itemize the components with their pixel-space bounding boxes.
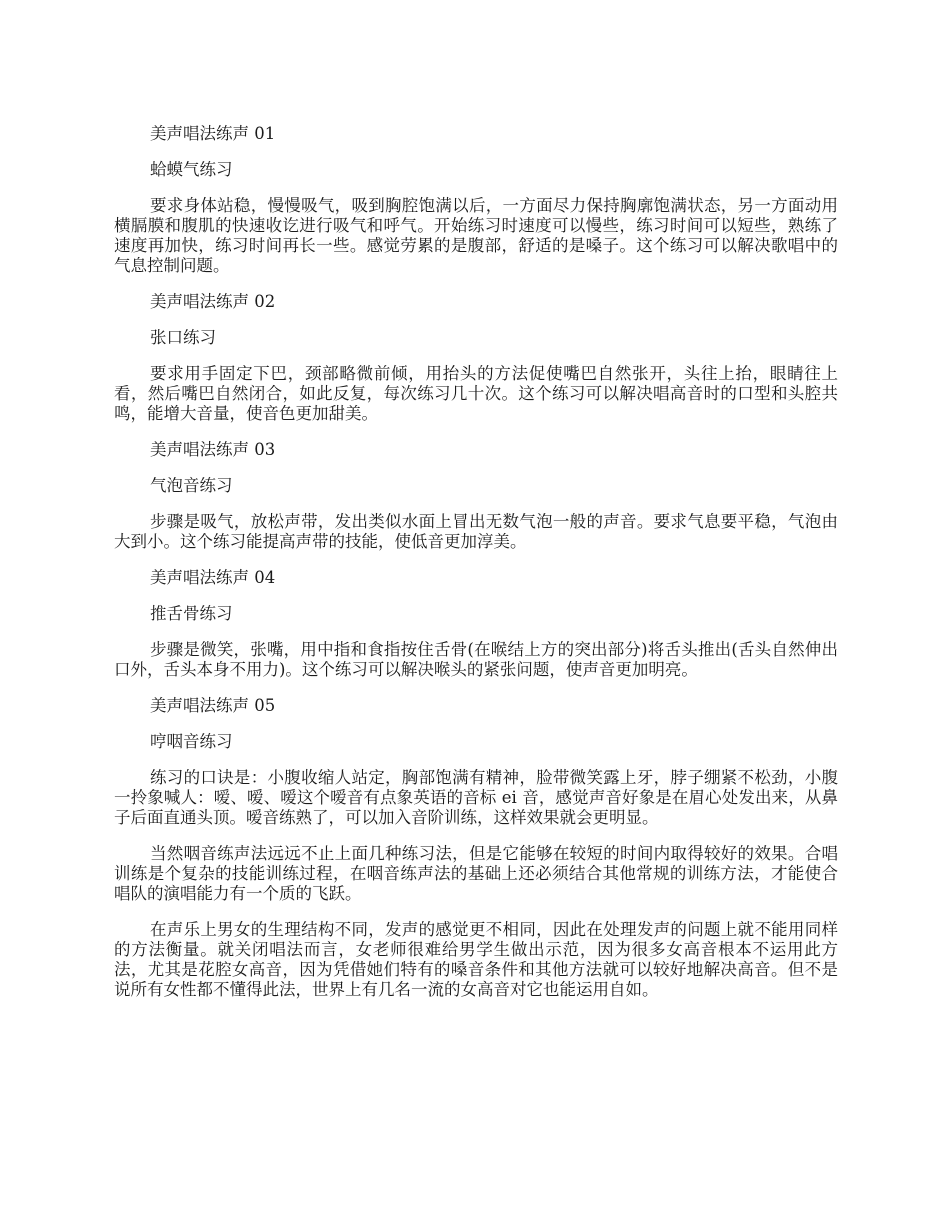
section-title: 气泡音练习: [150, 476, 233, 495]
section-paragraph: 要求用手固定下巴，颈部略微前倾，用抬头的方法促使嘴巴自然张开，头往上抬，眼睛往上看，然后嘴巴自然闭合，如此反复，每次练习几十次。这个练习可以解决唱高音时的口型和头腔共鸣，能增大音量，使音色更加甜美。: [114, 364, 838, 423]
closing-paragraph: 当然咽音练声法远远不止上面几种练习法，但是它能够在较短的时间内取得较好的效果。合唱训练是个复杂的技能训练过程，在咽音练声法的基础上还必须结合其他常规的训练方法，才能使合唱队的演唱能力有一个质的飞跃。: [114, 844, 838, 903]
section-heading: 美声唱法练声 02: [150, 292, 276, 311]
section-title: 蛤蟆气练习: [150, 160, 233, 179]
section-paragraph: 步骤是吸气，放松声带，发出类似水面上冒出无数气泡一般的声音。要求气息要平稳，气泡由大到小。这个练习能提高声带的技能，使低音更加淳美。: [114, 512, 838, 551]
closing-paragraph: 在声乐上男女的生理结构不同，发声的感觉更不相同，因此在处理发声的问题上就不能用同样的方法衡量。就关闭唱法而言，女老师很难给男学生做出示范，因为很多女高音根本不运用此方法，尤其是花腔女高音，因为凭借她们特有的嗓音条件和其他方法就可以较好地解决高音。但不是说所有女性都不懂得此法，世界上有几名一流的女高音对它也能运用自如。: [114, 920, 838, 999]
section-title: 推舌骨练习: [150, 604, 233, 623]
section-paragraph: 步骤是微笑，张嘴，用中指和食指按住舌骨(在喉结上方的突出部分)将舌头推出(舌头自然伸出口外，舌头本身不用力)。这个练习可以解决喉头的紧张问题，使声音更加明亮。: [114, 640, 838, 679]
section-paragraph: 练习的口诀是：小腹收缩人站定，胸部饱满有精神，脸带微笑露上牙，脖子绷紧不松劲，小腹一拎象喊人：嗳、嗳、嗳这个嗳音有点象英语的音标 ei 音，感觉声音好象是在眉心处发出来，从鼻子后面直通头顶。嗳音练熟了，可以加入音阶训练，这样效果就会更明显。: [114, 768, 838, 827]
section-paragraph: 要求身体站稳，慢慢吸气，吸到胸腔饱满以后，一方面尽力保持胸廓饱满状态，另一方面动用横膈膜和腹肌的快速收讫进行吸气和呼气。开始练习时速度可以慢些，练习时间可以短些，熟练了速度再加快，练习时间再长一些。感觉劳累的是腹部，舒适的是嗓子。这个练习可以解决歌唱中的气息控制问题。: [114, 196, 838, 275]
section-heading: 美声唱法练声 05: [150, 696, 276, 715]
section-heading: 美声唱法练声 03: [150, 440, 276, 459]
section-heading: 美声唱法练声 01: [150, 124, 276, 143]
section-title: 张口练习: [150, 328, 216, 347]
section-title: 哼咽音练习: [150, 732, 233, 751]
section-heading: 美声唱法练声 04: [150, 568, 276, 587]
document-body: [114, 124, 838, 1016]
